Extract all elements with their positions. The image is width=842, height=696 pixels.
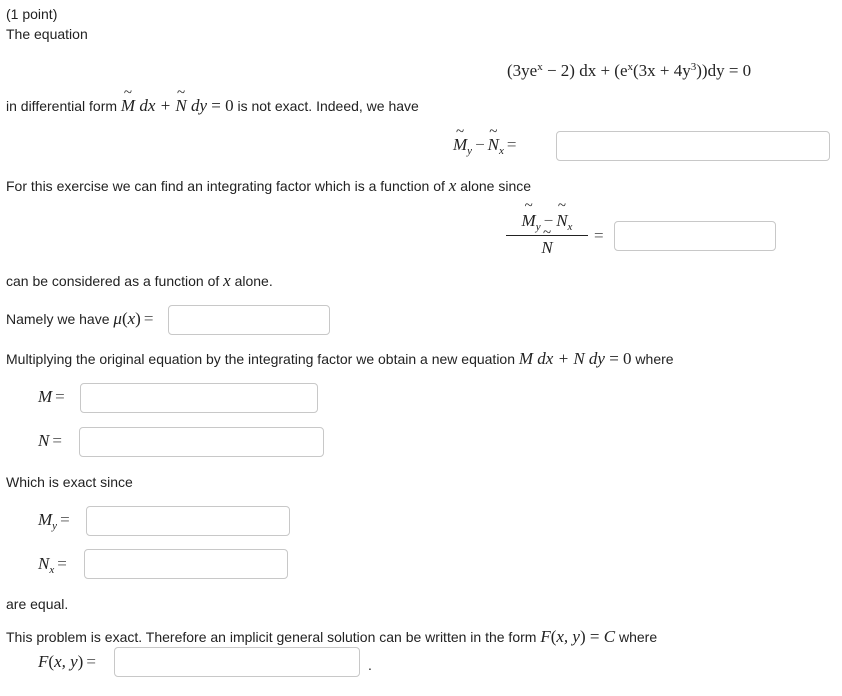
main-equation xyxy=(507,58,751,80)
my-minus-nx-label: ~ $M_y$ −~ $N_x$ = xyxy=(453,136,519,160)
eq-sup-1: x xyxy=(537,61,543,73)
m-label: M = xyxy=(38,387,65,406)
intro-text: The equation xyxy=(6,26,88,42)
mu-label: μ(x) xyxy=(113,309,141,328)
ratio-input[interactable] xyxy=(614,221,776,251)
eq-sup-3: 3 xyxy=(690,61,697,73)
my-input[interactable] xyxy=(86,506,290,536)
namely-prefix: Namely we have xyxy=(6,311,114,327)
eq-part-1: (3ye xyxy=(507,61,538,80)
integrating-suffix: alone since xyxy=(456,178,532,194)
ratio-numerator: ~ $M_y$ −~ $N_x$ xyxy=(506,211,588,233)
considered-sentence xyxy=(6,272,273,290)
integrating-factor-sentence xyxy=(6,177,531,195)
not-exact-sentence xyxy=(6,97,419,115)
exact-solution-sentence xyxy=(6,628,657,646)
f-equals-c-math: F(x, y) = C xyxy=(540,627,616,646)
n-label: N = xyxy=(38,431,62,450)
new-equation-math: M dx + N dy = 0 xyxy=(518,349,632,368)
eq-part-3: (3x + 4y xyxy=(633,61,691,80)
are-equal-text: are equal. xyxy=(6,596,69,612)
trailing-period: . xyxy=(368,657,372,673)
eq-sup-2: x xyxy=(627,61,634,73)
ratio-equals: = xyxy=(594,226,604,245)
n-input[interactable] xyxy=(79,427,324,457)
points-label: (1 point) xyxy=(6,6,58,22)
my-label: $M_y$ = xyxy=(38,510,70,532)
nx-input[interactable] xyxy=(84,549,288,579)
exact-prefix: This problem is exact. Therefore an implicit general solution can be written in the form xyxy=(6,629,541,645)
multiplying-prefix: Multiplying the original equation by the integrating factor we obtain a new equation xyxy=(6,351,519,367)
ratio-fraction xyxy=(506,211,588,258)
integrating-prefix: For this exercise we can find an integrating factor which is a function of xyxy=(6,178,449,194)
multiplying-sentence xyxy=(6,350,674,368)
considered-suffix: alone. xyxy=(230,273,273,289)
namely-sentence: Namely we have μ(x) = xyxy=(6,309,154,328)
considered-prefix: can be considered as a function of xyxy=(6,273,224,289)
f-input[interactable] xyxy=(114,647,360,677)
ratio-denominator: ~ N xyxy=(506,238,588,258)
nx-label: $N_x$ = xyxy=(38,554,67,576)
eq-part-4: ))dy = 0 xyxy=(696,61,752,80)
m-input[interactable] xyxy=(80,383,318,413)
multiplying-suffix: where xyxy=(631,351,674,367)
x-var: x xyxy=(223,271,231,290)
diff-form-math: ~ M dx + ~ N dy = 0 xyxy=(121,96,234,115)
mu-input[interactable] xyxy=(168,305,330,335)
exact-suffix: where xyxy=(615,629,658,645)
x-var: x xyxy=(448,176,457,195)
not-exact-prefix: in differential form xyxy=(6,98,121,114)
which-exact-text: Which is exact since xyxy=(6,474,133,490)
not-exact-suffix: is not exact. Indeed, we have xyxy=(233,98,419,114)
eq-part-2: − 2) dx + (e xyxy=(542,61,628,80)
my-minus-nx-input[interactable] xyxy=(556,131,830,161)
f-label: F(x, y) = xyxy=(38,652,96,671)
